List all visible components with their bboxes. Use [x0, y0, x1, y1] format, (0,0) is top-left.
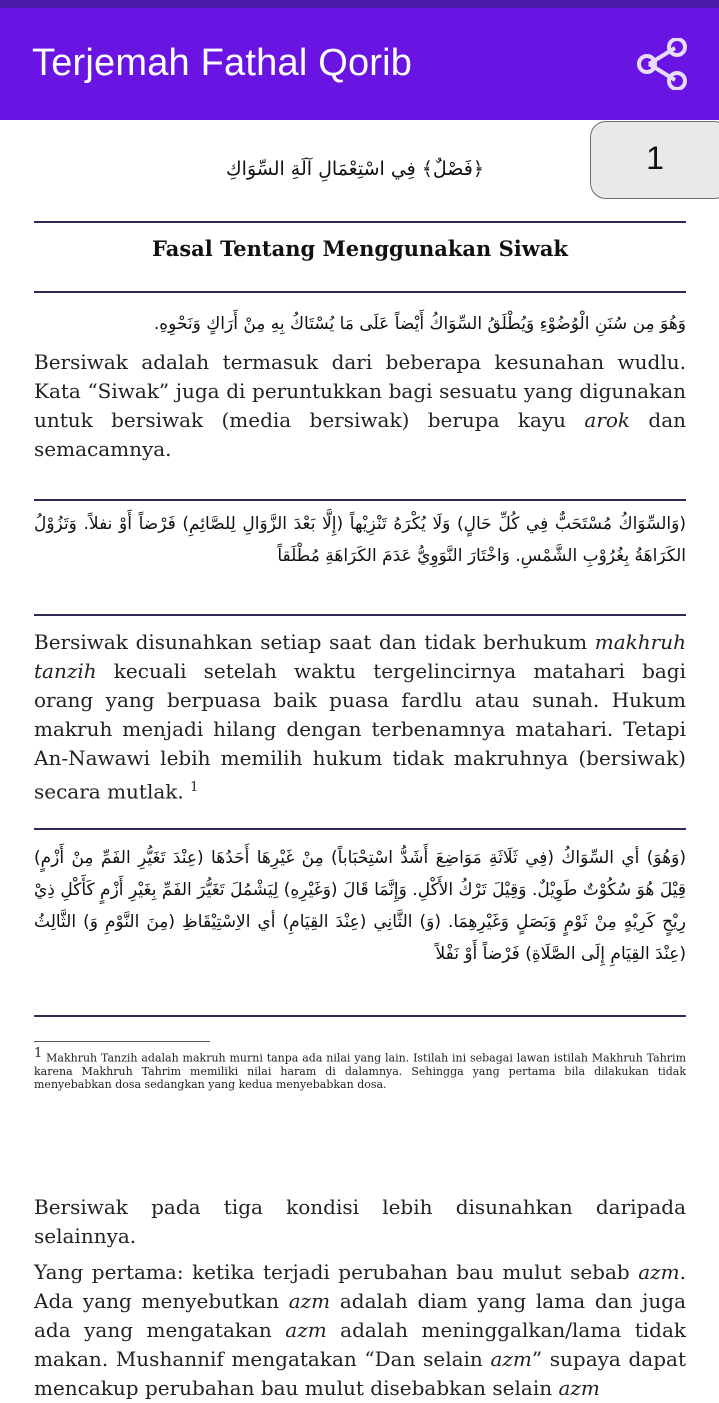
share-icon	[637, 38, 689, 90]
app-title: Terjemah Fathal Qorib	[32, 42, 413, 84]
divider	[34, 614, 686, 616]
share-button[interactable]	[637, 38, 689, 90]
translation-paragraph-3: Bersiwak pada tiga kondisi lebih disunahkan daripada selainnya.	[34, 1195, 686, 1248]
footnote-divider	[34, 1041, 210, 1042]
status-bar	[0, 0, 719, 8]
divider	[34, 291, 686, 293]
divider	[34, 828, 686, 830]
page-number-badge[interactable]	[590, 121, 719, 199]
divider	[34, 1015, 686, 1017]
translation-paragraph-1: Bersiwak adalah termasuk dari beberapa kesunahan wudlu. Kata “Siwak” juga di peruntukkan bagi sesuatu yang digunakan untuk bersiwak (media bersiwak) berupa kayu arok dan semacamnya.	[34, 350, 687, 461]
translation-paragraph-2: Bersiwak disunahkan setiap saat dan tidak berhukum makhruh tanzih kecuali setelah waktu tergelincirnya matahari bagi orang yang berpuasa baik puasa fardlu atau sunah. Hukum makruh menjadi hilang dengan terbenamnya matahari. Tetapi An-Nawawi lebih memilih hukum tidak makruhnya (bersiwak) secara mutlak. $^1$	[34, 630, 686, 804]
divider	[34, 221, 686, 223]
translation-paragraph-4: Yang pertama: ketika terjadi perubahan bau mulut sebab azm. Ada yang menyebutkan azm adalah diam yang lama dan juga ada yang mengatakan azm adalah meninggalkan/lama tidak makan. Mushannif mengatakan “Dan selain azm” supaya dapat mencakup perubahan bau mulut disebabkan selain azm	[34, 1260, 686, 1400]
arabic-heading: ﴿فَصْلٌ﴾ فِي اسْتِعْمَالِ آلَةِ السِّوَاكِ	[226, 158, 484, 180]
arabic-text-1: وَهُوَ مِن سُنَنِ الْوُضُوْءِ وَيُطْلَقُ السِّوَاكُ أَيْضاً عَلَى مَا يُسْتَاكُ بِهِ مِنْ أَرَاكٍ وَنَحْوِهِ.	[153, 314, 686, 334]
divider	[34, 499, 686, 501]
footnote-reference[interactable]: 1	[190, 780, 199, 795]
page-number: 1	[646, 140, 664, 176]
section-heading: Fasal Tentang Menggunakan Siwak	[151, 236, 568, 261]
app-bar	[0, 8, 719, 120]
arabic-text-2: (وَالسِّوَاكُ مُسْتَحَبٌّ فِي كُلِّ حَالٍ) وَلَا يُكْرَهُ تَنْزِيْهاً (إِلَّا بَعْدَ الزَّوَالِ لِلصَّائِمِ) فَرْضاً أَوْ نفلاً. وَتَزُوْلُ الكَرَاهَةُ بِغُرُوْبِ الشَّمْسِ. وَاخْتَارَ النَّوَوِيُّ عَدَمَ الكَرَاهَةِ مُطْلَقاً	[34, 514, 686, 566]
arabic-text-3: (وَهُوَ) أي السِّوَاكُ (فِي ثَلَاثَةِ مَوَاضِعَ أَشَدُّ اسْتِحْبَاباً) مِنْ غَيْرِهَا أَحَدُهَا (عِنْدَ تَغَيُّرِ الفَمِّ مِنْ أَزْمٍ) قِيْلَ هُوَ سُكُوْتٌ طَوِيْلٌ. وَقِيْلَ تَرْكُ الأَكْلِ. وَإِنَّمَا قَالَ (وَغَيْرِهِ) لِيَشْمُلَ تَغَيُّرَ الفَمِّ بِغَيْرِ أَزْمٍ كَأَكْلِ ذِيْ رِيْحٍ كَرِيْهٍ مِنْ ثَوْمٍ وَبَصَلٍ وَغَيْرِهِمَا. (وَ) الثَّانِي (عِنْدَ القِيَامِ) أي الاِسْتِيْقَاظِ (مِنَ النَّوْمِ وَ) الثَّالِثُ (عِنْدَ القِيَامِ إِلَى الصَّلَاةِ) فَرْضاً أَوْ نَفْلاً	[34, 848, 686, 964]
footnote: $^1$ Makhruh Tanzih adalah makruh murni tanpa ada nilai yang lain. Istilah ini sebagai lawan istilah Makhruh Tahrim karena Makhruh Tahrim memiliki nilai haram di dalamnya. Sehingga yang pertama bila dilakukan tidak menyebabkan dosa sedangkan yang kedua menyebabkan dosa.	[34, 1046, 686, 1091]
